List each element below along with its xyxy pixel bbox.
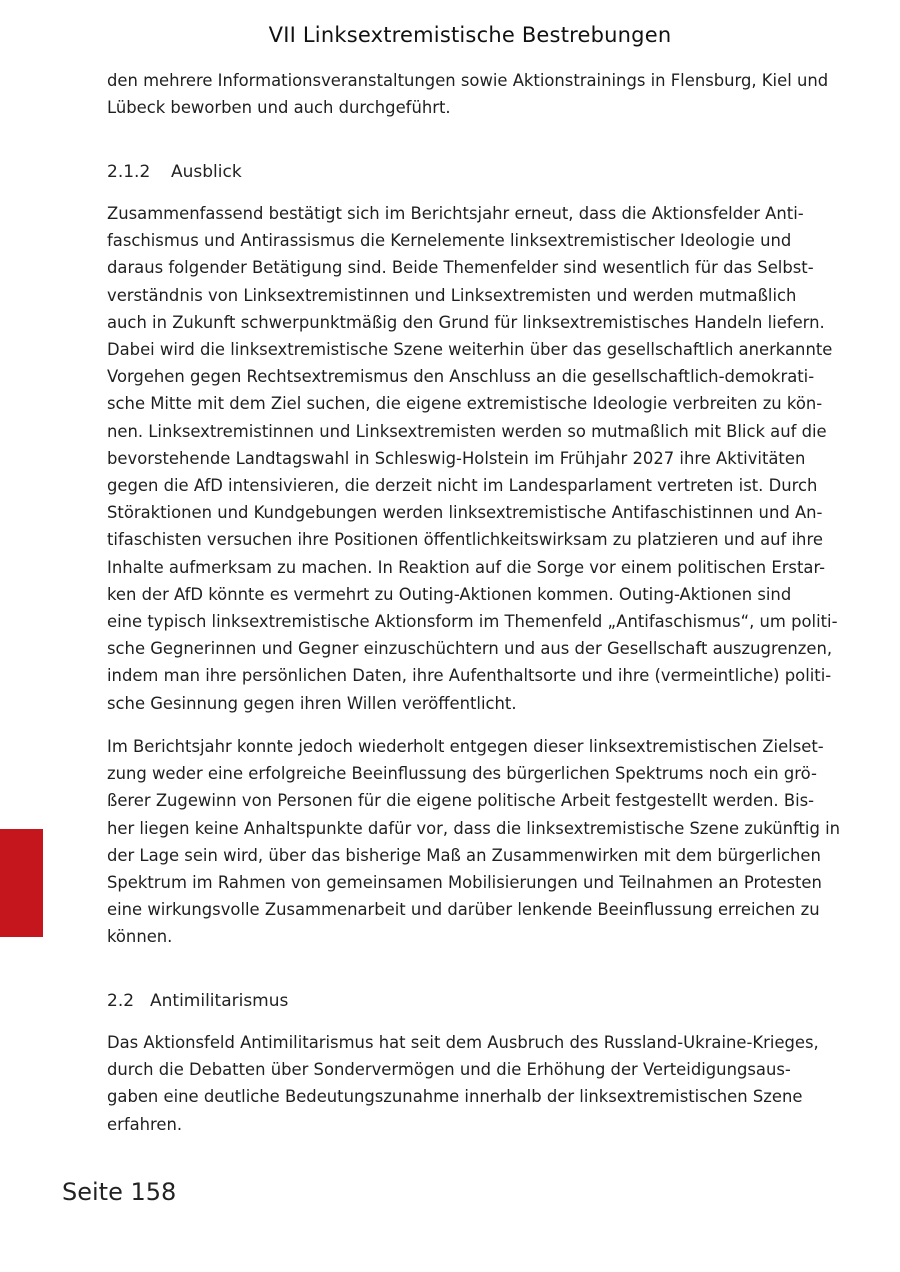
section-number: 2.1.2 — [107, 162, 151, 182]
text-line: bevorstehende Landtagswahl in Schleswig-Holstein im Frühjahr 2027 ihre Aktivitäten — [107, 448, 806, 468]
section-heading-2-2 — [107, 991, 288, 1011]
paragraph-ausblick-2 — [107, 733, 842, 951]
section-title: Antimilitarismus — [150, 991, 289, 1011]
text-line: her liegen keine Anhaltspunkte dafür vor, dass die linksextremistische Szene zukünftig in — [107, 818, 841, 838]
text-line: Vorgehen gegen Rechtsextremismus den Anschluss an die gesellschaftlich-demokrati- — [107, 367, 815, 387]
running-header: VII Linksextremistische Bestrebungen — [268, 23, 672, 47]
text-line: eine typisch linksextremistische Aktionsform im Themenfeld „Antifaschismus“, um politi- — [107, 612, 838, 632]
text-line: durch die Debatten über Sondervermögen und die Erhöhung der Verteidigungsaus- — [107, 1060, 791, 1080]
text-line: sche Gegnerinnen und Gegner einzuschüchtern und aus der Gesellschaft auszugrenzen, — [107, 639, 833, 659]
section-title: Ausblick — [171, 162, 242, 182]
text-line: verständnis von Linksextremistinnen und Linksextremisten und werden mutmaßlich — [107, 285, 797, 305]
paragraph-ausblick-1 — [107, 200, 842, 717]
chapter-side-marker — [0, 829, 43, 937]
text-line: gegen die AfD intensivieren, die derzeit nicht im Landesparlament vertreten ist. Durch — [107, 476, 818, 496]
text-line: Zusammenfassend bestätigt sich im Berichtsjahr erneut, dass die Aktionsfelder Anti- — [107, 204, 804, 223]
section-number: 2.2 — [107, 991, 135, 1011]
text-line: Spektrum im Rahmen von gemeinsamen Mobilisierungen und Teilnahmen an Protesten — [107, 873, 822, 893]
text-line: Das Aktionsfeld Antimilitarismus hat seit dem Ausbruch des Russland-Ukraine-Krieges, — [107, 1033, 819, 1052]
text-line: nen. Linksextremistinnen und Linksextremisten werden so mutmaßlich mit Blick auf die — [107, 421, 827, 441]
text-line: erfahren. — [107, 1114, 183, 1134]
text-line: können. — [107, 927, 173, 947]
text-line: auch in Zukunft schwerpunktmäßig den Grund für linksextremistisches Handeln liefern. — [107, 312, 825, 332]
text-line: daraus folgender Betätigung sind. Beide Themenfelder sind wesentlich für das Selbst- — [107, 258, 814, 278]
text-line: Störaktionen und Kundgebungen werden linksextremistische Antifaschistinnen und An- — [107, 503, 823, 523]
text-line: indem man ihre persönlichen Daten, ihre Aufenthaltsorte und ihre (vermeintliche) politi- — [107, 666, 832, 686]
paragraph-intro — [107, 67, 842, 121]
text-line: gaben eine deutliche Bedeutungszunahme innerhalb der linksextremistischen Szene — [107, 1087, 803, 1107]
text-line: faschismus und Antirassismus die Kernelemente linksextremistischer Ideologie und — [107, 231, 792, 251]
text-line: den mehrere Informationsveranstaltungen sowie Aktionstrainings in Flensburg, Kiel und — [107, 71, 829, 90]
text-line: sche Mitte mit dem Ziel suchen, die eigene extremistische Ideologie verbreiten zu kön- — [107, 394, 823, 414]
page-number: Seite 158 — [62, 1178, 177, 1206]
text-line: sche Gesinnung gegen ihren Willen veröffentlicht. — [107, 693, 517, 713]
text-line: ßerer Zugewinn von Personen für die eigene politische Arbeit festgestellt werden. Bis- — [107, 791, 815, 811]
text-line: tifaschisten versuchen ihre Positionen öffentlichkeitswirksam zu platzieren und auf ihre — [107, 530, 823, 550]
text-line: eine wirkungsvolle Zusammenarbeit und darüber lenkende Beeinflussung erreichen zu — [107, 900, 820, 920]
section-heading-2-1-2 — [107, 162, 242, 182]
text-line: Im Berichtsjahr konnte jedoch wiederholt entgegen dieser linksextremistischen Zielset- — [107, 737, 824, 756]
text-line: ken der AfD könnte es vermehrt zu Outing-Aktionen kommen. Outing-Aktionen sind — [107, 584, 792, 604]
text-line: der Lage sein wird, über das bisherige Maß an Zusammenwirken mit dem bürgerlichen — [107, 845, 821, 865]
text-line: Dabei wird die linksextremistische Szene weiterhin über das gesellschaftlich anerkannte — [107, 340, 833, 360]
text-line: Lübeck beworben und auch durchgeführt. — [107, 98, 451, 118]
text-line: zung weder eine erfolgreiche Beeinflussung des bürgerlichen Spektrums noch ein grö- — [107, 764, 817, 784]
text-line: Inhalte aufmerksam zu machen. In Reaktion auf die Sorge vor einem politischen Erstar- — [107, 557, 826, 577]
paragraph-antimilitarismus — [107, 1029, 842, 1138]
